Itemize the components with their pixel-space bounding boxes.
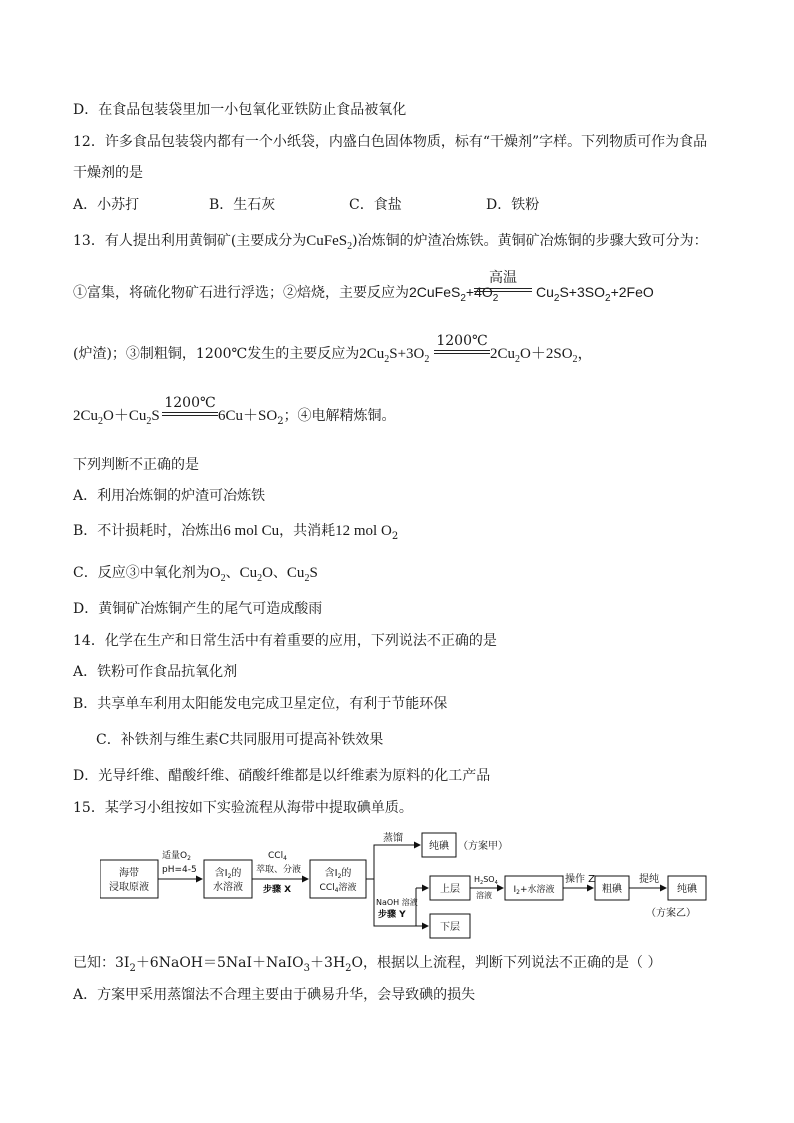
q13-option-d: D．黄铜矿冶炼铜产生的尾气可造成酸雨 xyxy=(73,601,323,617)
flow-arrow-distill xyxy=(366,845,420,879)
q13-prompt: 下列判断不正确的是 xyxy=(73,457,199,473)
flow-i2b-de: 的 xyxy=(341,868,352,879)
q13-b-text: B．不计损耗时，冶炼出 xyxy=(73,523,224,539)
q12-stem-cont: 干燥剂的是 xyxy=(73,165,143,181)
q15-known-3: ＋3H xyxy=(310,955,346,971)
q13-eq3-condition: 1200℃ xyxy=(164,395,216,411)
q13-option-c xyxy=(73,564,318,582)
q13-step12 xyxy=(73,283,498,302)
q12-option-d: D．铁粉 xyxy=(486,197,540,213)
flow-text-step-x: 步骤 X xyxy=(263,885,292,895)
flow-i2-sub: 2 xyxy=(227,873,232,880)
flow-o2-main: 适量O xyxy=(162,851,188,861)
q13-c-cu-2: Cu xyxy=(286,565,305,581)
q13-eq1-r1: Cu xyxy=(536,284,554,300)
q13-c-text: C．反应③中氧化剂为 xyxy=(73,565,210,581)
q15-known-2: ＋6NaOH＝5NaI＋NaIO xyxy=(135,955,304,971)
q14-option-b: B．共享单车利用太阳能发电完成卫星定位，有利于节能环保 xyxy=(73,696,448,712)
q13-eq2-sub: 2 xyxy=(424,354,430,365)
q13-c-cu: Cu xyxy=(239,565,258,581)
flow-text-i2-ccl4-2 xyxy=(320,881,357,894)
flow-i2-de: 的 xyxy=(231,868,242,879)
q13-c-sub: 2 xyxy=(220,573,226,584)
q13-eq3-bar xyxy=(162,415,218,416)
q13-eq1-bar xyxy=(474,288,532,289)
flow-i2aq-tail: +水溶液 xyxy=(519,885,555,895)
flow-text-o2 xyxy=(162,849,191,862)
flow-h2so4-sub: 2 xyxy=(480,880,484,886)
q13-eq3-sub: 2 xyxy=(277,415,284,427)
q13-eq1-r3: +2FeO xyxy=(610,284,654,300)
q13-eq1-sub: 2 xyxy=(460,292,466,304)
q13-formula-sub: 2 xyxy=(347,241,353,252)
q13-formula-main: CuFeS xyxy=(306,233,348,249)
q13-eq3-sub: 2 xyxy=(146,416,152,427)
q13-eq2-bar xyxy=(434,350,490,351)
q13-c-o-2: O xyxy=(262,565,273,581)
q13-stem-text-2: )冶炼铜的炉渣冶炼铁。黄铜矿冶炼铜的步骤大致可分为： xyxy=(352,233,708,249)
flow-text-pure-a: 纯碘 xyxy=(429,841,449,852)
q13-eq2-condition: 1200℃ xyxy=(436,333,488,349)
q13-eq2-sub: 2 xyxy=(384,354,390,365)
q14-stem: 14．化学在生产和日常生活中有着重要的应用，下列说法不正确的是 xyxy=(73,633,497,649)
flow-text-kelp-1: 海带 xyxy=(119,868,139,879)
q13-eq2-sub: 2 xyxy=(572,354,578,365)
flow-h2so4-h: H xyxy=(474,875,481,884)
q13-eq1-right xyxy=(536,283,654,304)
q13-c-cu2o xyxy=(239,565,273,584)
q13-b-text-2: ，共消耗 xyxy=(279,523,336,539)
q13-eq2-comma: ， xyxy=(577,346,593,362)
q13-eq1-r2: S+3SO xyxy=(559,284,605,300)
q12-option-a: A．小苏打 xyxy=(73,197,140,213)
flow-h2so4-sub4: 4 xyxy=(494,880,498,886)
q13-eq3-arrow xyxy=(162,395,218,419)
q13-step3-text: (炉渣)；③制粗铜，1200℃发生的主要反应为 xyxy=(73,346,360,362)
flow-ccl4b-main: CCl xyxy=(319,883,335,893)
q15-known xyxy=(73,954,661,972)
flow-i2b-main: 含I xyxy=(324,868,338,879)
q13-eq1-bar xyxy=(474,291,532,292)
q15-known-sub3: 3 xyxy=(303,962,311,974)
q13-eq2-arrow xyxy=(434,333,490,357)
q13-b-o2: 12 mol O xyxy=(335,523,392,539)
q15-stem: 15．某学习小组按如下实验流程从海带中提取碘单质。 xyxy=(73,800,413,816)
flow-ccl4-sub: 4 xyxy=(283,855,287,862)
q13-stem xyxy=(73,232,708,250)
flow-text-step-y: 步骤 Y xyxy=(378,910,406,920)
q13-step3 xyxy=(73,345,429,363)
q13-c-sub: 2 xyxy=(304,573,310,584)
q15-known-4: O，根据以上流程，判断下列说法不正确的是（ ） xyxy=(351,955,662,971)
q14-option-d: D．光导纤维、醋酸纤维、硝酸纤维都是以纤维素为原料的化工产品 xyxy=(73,768,491,784)
q13-eq1-sub: 2 xyxy=(553,292,560,304)
q13-eq2-l1: 2Cu xyxy=(359,346,385,362)
q13-eq3-bar xyxy=(162,412,218,413)
q13-eq3-sub: 2 xyxy=(98,416,104,427)
flow-text-pure-b: 纯碘 xyxy=(677,884,697,895)
q13-eq3-l1: 2Cu xyxy=(73,408,99,424)
q13-stem-text: 13．有人提出利用黄铜矿(主要成分为 xyxy=(73,233,307,249)
q12-stem: 12．许多食品包装袋内都有一个小纸袋，内盛白色固体物质，标有“干燥剂”字样。下列物质可作为食品 xyxy=(73,134,708,150)
q13-step12-text: ①富集，将硫化物矿石进行浮选；②焙烧，主要反应为 xyxy=(73,285,409,301)
flow-i2b-sub: 2 xyxy=(337,873,342,880)
q13-eq2-r1: 2Cu xyxy=(490,346,516,362)
q14-option-c: C．补铁剂与维生素C共同服用可提高补铁效果 xyxy=(96,732,384,748)
flow-text-purify: 提纯 xyxy=(639,874,659,885)
q13-eq2-r2: O＋2SO xyxy=(520,346,573,362)
q13-eq2-left xyxy=(359,346,430,365)
q13-b-cu: 6 mol Cu xyxy=(223,523,280,539)
q11-option-d: D．在食品包装袋里加一小包氧化亚铁防止食品被氧化 xyxy=(73,102,407,118)
q12-option-b: B．生石灰 xyxy=(209,197,276,213)
q13-eq2-bar xyxy=(434,353,490,354)
q15-known-sub: 2 xyxy=(129,962,136,974)
flow-i2aq-sub: 2 xyxy=(516,889,520,896)
flow-text-i2-aq xyxy=(513,883,554,896)
flow-o2-sub: 2 xyxy=(187,855,191,862)
q13-eq3-l3: S xyxy=(151,408,160,424)
q13-eq1-l1: 2CuFeS xyxy=(409,284,461,300)
flow-text-i2-ccl4-1 xyxy=(325,866,352,880)
flow-i2aq-main: I xyxy=(513,885,517,895)
flow-ccl4b-sub: 4 xyxy=(334,887,339,894)
flow-text-ccl4 xyxy=(268,851,287,862)
q13-eq1-arrow xyxy=(474,270,532,294)
q15-known-1: 已知：3I xyxy=(73,955,130,971)
q14-option-a: A．铁粉可作食品抗氧化剂 xyxy=(73,664,238,680)
q13-c-sub: 2 xyxy=(257,573,263,584)
flow-text-op-z: 操作 Z xyxy=(565,874,596,885)
flow-arrow-lower xyxy=(374,888,428,926)
q13-eq3-l2: O＋Cu xyxy=(103,408,147,424)
q13-eq2-right xyxy=(490,345,593,363)
flow-text-i2-water-2: 水溶液 xyxy=(213,882,243,893)
flow-ccl4-main: CCl xyxy=(268,851,284,861)
q13-eq1-condition: 高温 xyxy=(489,270,517,286)
q13-c-o2 xyxy=(209,565,226,584)
flow-text-h2so4-sol: 溶液 xyxy=(476,891,492,900)
flow-text-kelp-2: 浸取原液 xyxy=(109,882,149,893)
flow-text-lower: 下层 xyxy=(440,922,460,933)
flow-text-crude: 粗碘 xyxy=(602,884,622,895)
q13-formula-cufes2 xyxy=(306,233,353,252)
q13-option-b xyxy=(73,522,398,540)
q13-c-sep: 、 xyxy=(272,565,287,581)
q15-flowchart xyxy=(100,830,740,942)
flow-text-ph: pH=4-5 xyxy=(162,865,197,875)
q15-known-sub: 2 xyxy=(345,962,352,974)
flow-text-plan-a: （方案甲） xyxy=(458,841,508,852)
q13-eq1-sub: 2 xyxy=(605,292,611,304)
q13-option-a: A．利用冶炼铜的炉渣可冶炼铁 xyxy=(73,488,266,504)
q13-eq2-sub: 2 xyxy=(515,354,521,365)
flow-text-h2so4 xyxy=(474,875,498,886)
flow-h2so4-so: SO xyxy=(483,875,495,884)
flow-ccl4b-sol: 溶液 xyxy=(338,883,357,893)
flow-text-i2-water-1 xyxy=(215,866,242,880)
q13-c-sep: 、 xyxy=(225,565,240,581)
q13-c-cu2s xyxy=(286,565,318,584)
q13-b-sub: 2 xyxy=(391,530,399,542)
flow-text-plan-b: （方案乙） xyxy=(646,908,696,919)
q13-eq1-sub: 2 xyxy=(492,292,499,304)
q13-c-s: S xyxy=(309,565,318,581)
q13-eq1-l2: +4O xyxy=(465,284,493,300)
flow-text-extract: 萃取、分液 xyxy=(256,865,302,875)
q12-option-c: C．食盐 xyxy=(349,197,402,213)
q15-option-a: A．方案甲采用蒸馏法不合理主要由于碘易升华，会导致碘的损失 xyxy=(73,987,476,1003)
q13-eq3-r1: 6Cu＋SO xyxy=(218,408,278,424)
flow-text-naoh: NaOH 溶液 xyxy=(376,898,418,907)
q13-eq3-right xyxy=(218,407,396,425)
q13-eq3-left xyxy=(73,407,160,425)
q13-step4: ；④电解精炼铜。 xyxy=(283,408,396,424)
flow-text-upper: 上层 xyxy=(440,884,460,895)
flow-text-distill: 蒸馏 xyxy=(383,833,403,844)
q12-options xyxy=(73,196,539,214)
q13-c-o: O xyxy=(209,565,221,581)
flow-i2-main: 含I xyxy=(214,868,228,879)
q13-eq2-l2: S+3O xyxy=(389,346,425,362)
